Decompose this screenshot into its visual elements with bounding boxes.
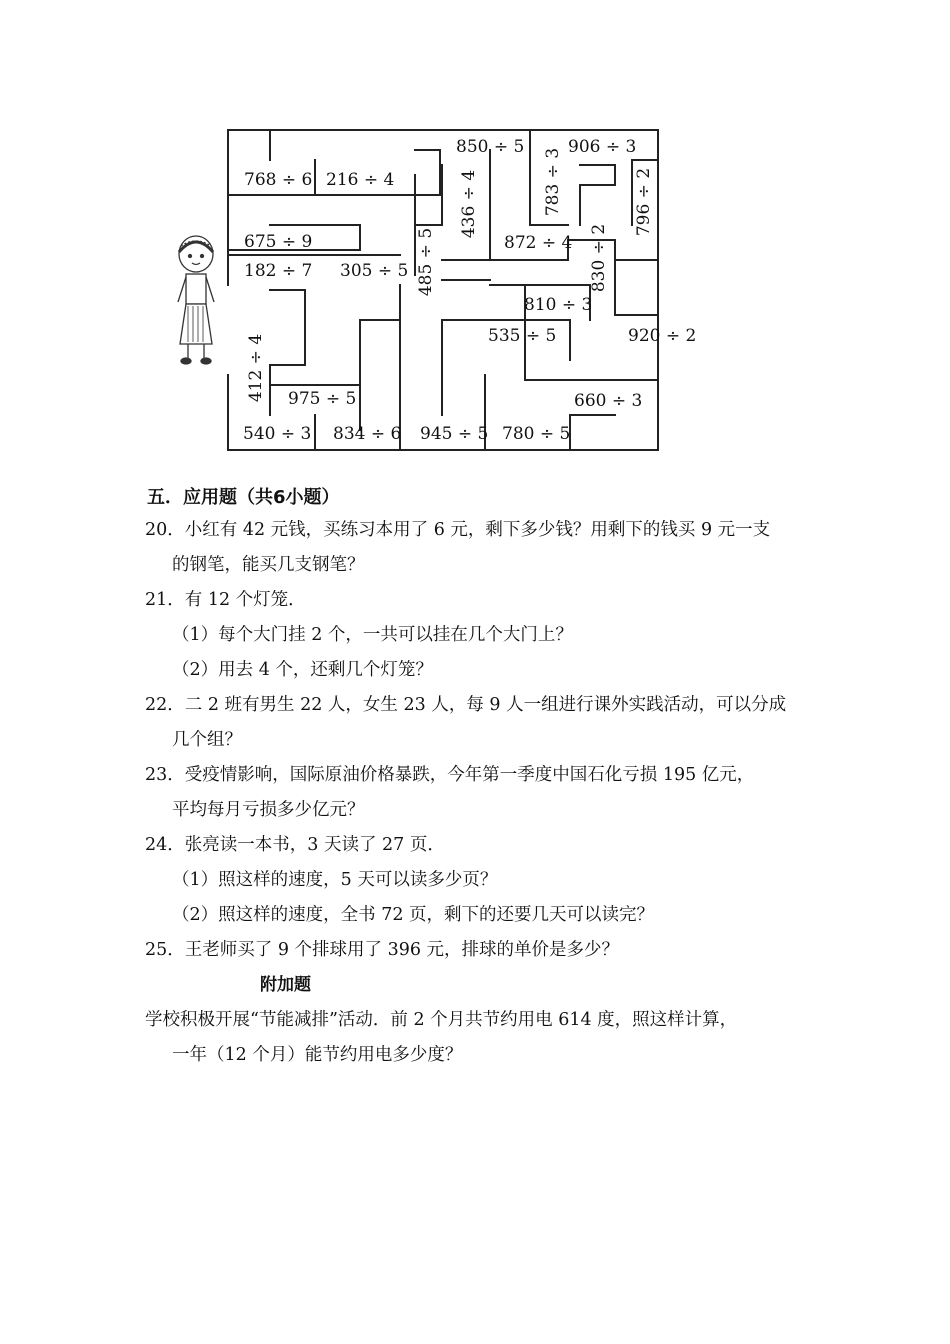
maze-cell: 485 ÷ 5 xyxy=(416,227,437,297)
maze-figure xyxy=(160,120,700,460)
problem-line: 的钢笔，能买几支钢笔？ xyxy=(172,555,365,575)
maze-cell: 810 ÷ 3 xyxy=(524,295,593,315)
problem-line: （1）照这样的速度，5 天可以读多少页？ xyxy=(172,870,498,890)
maze-cell: 535 ÷ 5 xyxy=(488,326,557,346)
problem-line: （2）照这样的速度，全书 72 页，剩下的还要几天可以读完？ xyxy=(172,905,655,925)
maze-cell: 783 ÷ 3 xyxy=(543,147,564,217)
problem-line: 22．二 2 班有男生 22 人，女生 23 人，每 9 人一组进行课外实践活动，可以分成 xyxy=(145,695,787,715)
maze-cell: 906 ÷ 3 xyxy=(568,137,637,157)
maze-cell: 182 ÷ 7 xyxy=(244,261,313,281)
problem-line: 几个组？ xyxy=(172,730,242,750)
maze-cell: 305 ÷ 5 xyxy=(340,261,409,281)
maze-cell: 660 ÷ 3 xyxy=(574,391,643,411)
problem-line: 21．有 12 个灯笼． xyxy=(145,590,306,610)
maze-cell: 945 ÷ 5 xyxy=(420,424,489,444)
problem-line: （2）用去 4 个，还剩几个灯笼？ xyxy=(172,660,433,680)
problem-line: 20．小红有 42 元钱，买练习本用了 6 元，剩下多少钱？用剩下的钱买 9 元一支 xyxy=(145,520,771,540)
problem-line: 23．受疫情影响，国际原油价格暴跌，今年第一季度中国石化亏损 195 亿元， xyxy=(145,765,755,785)
extra-line: 学校积极开展“节能减排”活动．前 2 个月共节约用电 614 度，照这样计算， xyxy=(145,1010,738,1030)
maze-cell: 540 ÷ 3 xyxy=(243,424,312,444)
problem-line: 平均每月亏损多少亿元？ xyxy=(172,800,365,820)
maze-cell: 216 ÷ 4 xyxy=(326,170,395,190)
maze-cell: 675 ÷ 9 xyxy=(244,232,313,252)
maze-cell: 830 ÷ 2 xyxy=(589,223,610,293)
problem-line: 25．王老师买了 9 个排球用了 396 元，排球的单价是多少？ xyxy=(145,940,620,960)
maze-cell: 872 ÷ 4 xyxy=(504,233,573,253)
maze-cell: 768 ÷ 6 xyxy=(244,170,313,190)
girl-illustration xyxy=(166,232,226,372)
maze-cell: 834 ÷ 6 xyxy=(333,424,402,444)
maze-cell: 412 ÷ 4 xyxy=(246,333,267,403)
section-title: 五．应用题（共6小题） xyxy=(147,487,340,508)
maze-cell: 850 ÷ 5 xyxy=(456,137,525,157)
extra-title: 附加题 xyxy=(260,975,311,995)
problem-line: （1）每个大门挂 2 个，一共可以挂在几个大门上？ xyxy=(172,625,573,645)
problem-line: 24．张亮读一本书，3 天读了 27 页． xyxy=(145,835,445,855)
maze-cell: 780 ÷ 5 xyxy=(502,424,571,444)
maze-cell: 436 ÷ 4 xyxy=(459,169,480,239)
maze-cell: 975 ÷ 5 xyxy=(288,389,357,409)
maze-cell: 920 ÷ 2 xyxy=(628,326,697,346)
maze-cell: 796 ÷ 2 xyxy=(634,167,655,237)
extra-line: 一年（12 个月）能节约用电多少度？ xyxy=(172,1045,463,1065)
